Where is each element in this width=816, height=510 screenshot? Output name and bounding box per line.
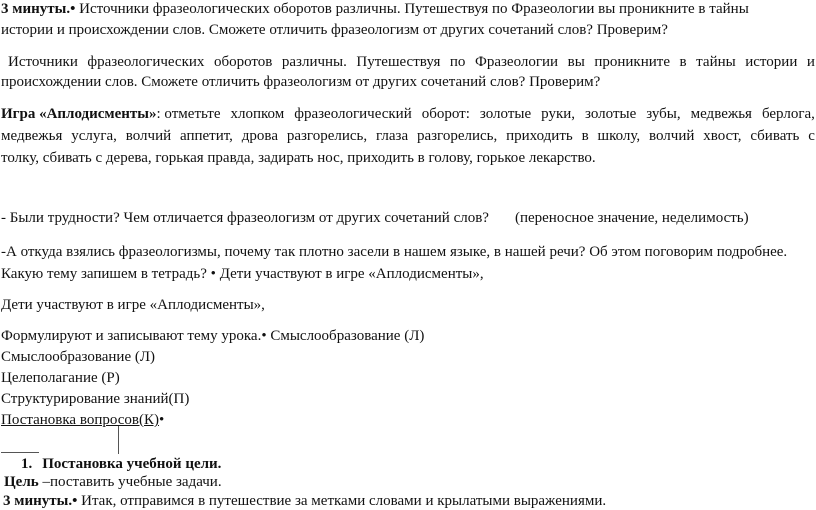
- final-time-label: 3 минуты.: [3, 493, 73, 509]
- word: разгорелись,: [286, 128, 368, 144]
- children-game-line: Дети участвуют в игре «Аплодисменты»,: [1, 297, 265, 313]
- game-line-3: толку, сбивать с дерева, горькая правда, задирать нос, приходить в голову, горькое лекарство.: [1, 150, 596, 166]
- word: хлопком: [230, 106, 285, 122]
- table-border: [1, 452, 39, 453]
- uud-item-2: Целеполагание (Р): [1, 370, 120, 386]
- bullet-icon: •: [70, 1, 76, 17]
- word: сбивать: [750, 128, 800, 144]
- game-label: Игра «Аплодисменты»: [1, 106, 157, 122]
- game-line-1: [1, 105, 815, 123]
- discussion-text-b: Дети участвуют в игре «Аплодисменты»,: [215, 266, 484, 282]
- intro-text-1: Источники фразеологических оборотов различны. Путешествуя по Фразеологии вы проникните в тайны: [75, 1, 749, 17]
- word: медвежья: [1, 128, 63, 144]
- formulate-text-b: Смыслообразование (Л): [266, 328, 425, 344]
- time-label: 3 минуты.: [1, 1, 71, 17]
- word: дрова: [241, 128, 278, 144]
- word: по: [449, 54, 466, 70]
- word: аппетит,: [180, 128, 233, 144]
- discussion-text: Какую тему запишем в тетрадь?: [1, 266, 211, 282]
- word: волчий: [125, 128, 172, 144]
- word: золотые: [479, 106, 532, 122]
- section-heading: [21, 455, 221, 473]
- uud-item-3: Структурирование знаний(П): [1, 391, 190, 407]
- word: услуга,: [71, 128, 117, 144]
- bullet-icon: •: [261, 328, 267, 344]
- word: вы: [567, 54, 585, 70]
- paragraph-2-line-1: [1, 53, 815, 71]
- word: с: [808, 128, 815, 144]
- word: Путешествуя: [356, 54, 441, 70]
- question-text: - Были трудности? Чем отличается фразеологизм от других сочетаний слов?: [1, 210, 489, 226]
- formulate-line: [1, 327, 424, 345]
- goal-line: [4, 473, 222, 491]
- section-number: 1.: [21, 456, 33, 472]
- question-line: [1, 209, 749, 227]
- word: истории: [745, 54, 798, 70]
- word: в: [679, 54, 687, 70]
- bullet-icon: •: [72, 493, 78, 509]
- word: оборотов: [213, 54, 273, 70]
- game-label-wrap: [1, 105, 220, 123]
- word: золотые: [585, 106, 637, 122]
- discussion-line-1: -А откуда взялись фразеологизмы, почему так плотно засели в нашем языке, в нашей речи? Об этом поговорим подробнее.: [1, 244, 788, 260]
- final-line: [3, 492, 606, 510]
- game-line-2: [1, 127, 815, 145]
- word: школу,: [597, 128, 641, 144]
- question-answer: (переносное значение, неделимость): [514, 210, 749, 226]
- word: оборот:: [421, 106, 470, 122]
- word: руки,: [541, 106, 576, 122]
- word: медвежья: [690, 106, 752, 122]
- word: различны.: [281, 54, 347, 70]
- word: и: [806, 54, 815, 70]
- word: волчий: [649, 128, 695, 144]
- discussion-line-2: [1, 265, 484, 283]
- word: : отметьте: [156, 106, 221, 122]
- word: фразеологических: [87, 54, 205, 70]
- bullet-icon: •: [158, 412, 165, 428]
- word: хвост,: [703, 128, 742, 144]
- intro-line-2: истории и происхождении слов. Сможете отличить фразеологизм от других сочетаний слов? Проверим?: [1, 22, 668, 38]
- uud-item-4-text: Постановка вопросов(К): [1, 412, 159, 428]
- word: Фразеологии: [474, 54, 559, 70]
- paragraph-2-line-2: происхождении слов. Сможете отличить фразеологизм от других сочетаний слов? Проверим?: [1, 74, 601, 90]
- goal-label: Цель: [4, 474, 43, 490]
- goal-text: –поставить учебные задачи.: [42, 474, 222, 490]
- word: Источники: [8, 54, 78, 70]
- word: зубы,: [646, 106, 681, 122]
- word: приходить: [506, 128, 573, 144]
- word: тайны: [696, 54, 736, 70]
- table-border-vertical: [118, 426, 119, 454]
- formulate-text: Формулируют и записывают тему урока.: [1, 328, 262, 344]
- word: фразеологический: [294, 106, 412, 122]
- word: проникните: [594, 54, 670, 70]
- intro-line-1: [1, 0, 749, 18]
- uud-item-1: Смыслообразование (Л): [1, 349, 156, 365]
- word: в: [581, 128, 589, 144]
- uud-item-4: [1, 411, 164, 429]
- final-text: Итак, отправимся в путешествие за метками словами и крылатыми выражениями.: [77, 493, 607, 509]
- word: разгорелись,: [416, 128, 498, 144]
- section-title: Постановка учебной цели.: [42, 456, 222, 472]
- word: глаза: [375, 128, 409, 144]
- word: берлога,: [761, 106, 815, 122]
- bullet-icon: •: [210, 266, 216, 282]
